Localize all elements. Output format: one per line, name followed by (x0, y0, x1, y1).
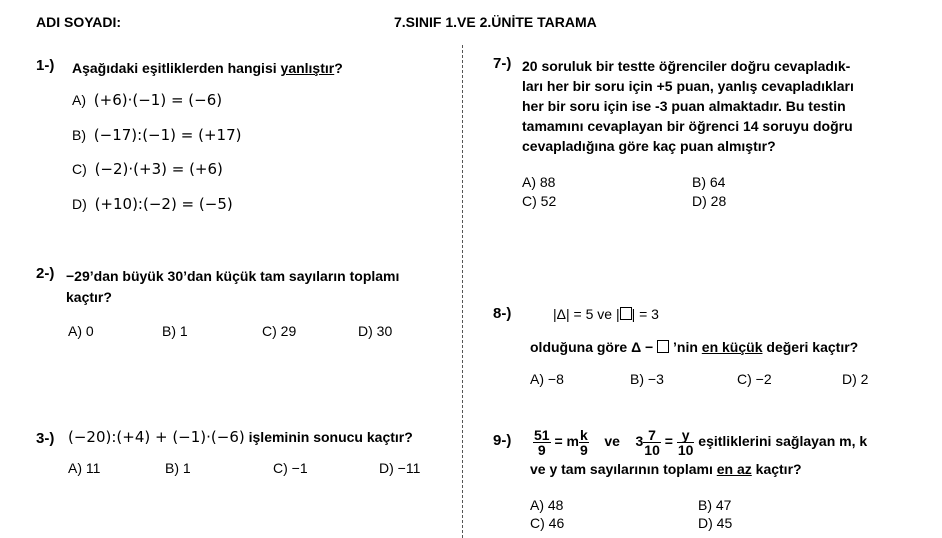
question-text-line-2: kaçtır? (66, 289, 112, 305)
option-a[interactable]: A) 88 (522, 174, 556, 190)
question-text (530, 337, 858, 357)
option-b[interactable]: B) 1 (162, 323, 188, 339)
question-number: 2-) (36, 265, 55, 282)
option-b[interactable]: B) 47 (698, 497, 732, 513)
underlined-word: yanlıştır (280, 60, 335, 76)
option-b[interactable]: B) 64 (692, 174, 726, 190)
given-condition (553, 306, 659, 322)
option-d[interactable]: D) −11 (379, 460, 421, 476)
abs-bar: | (615, 306, 620, 322)
option-b[interactable]: B) 1 (165, 460, 191, 476)
whole-number: 3 (635, 433, 644, 450)
text-part: = m (550, 433, 579, 450)
option-b[interactable]: B) −3 (630, 371, 664, 387)
question-equation (533, 428, 867, 457)
option-expr: (−17):(−1) = (+17) (93, 126, 242, 144)
denominator: 9 (579, 442, 588, 458)
text-part: |Δ| = 5 ve (553, 306, 616, 322)
question-text-line-5: cevapladığına göre kaç puan almıştır? (522, 138, 776, 154)
text-part: ? (334, 60, 343, 76)
question-text (68, 427, 413, 447)
question-number: 1-) (36, 57, 55, 74)
text-part: kaçtır? (751, 461, 802, 477)
text-part: ’nin (669, 339, 702, 355)
name-label: ADI SOYADI: (36, 14, 122, 30)
question-text-line-3: her bir soru için ise -3 puan almaktadır. Bu testin (522, 98, 846, 114)
option-a[interactable]: A) 0 (68, 323, 94, 339)
fraction (643, 428, 661, 457)
question-number: 9-) (493, 432, 512, 449)
option-expr: (−2)·(+3) = (+6) (94, 160, 223, 178)
numerator: y (677, 428, 695, 443)
option-a[interactable]: A) 48 (530, 497, 564, 513)
option-d[interactable]: D) 30 (358, 323, 393, 339)
question-text-line-1: 20 soruluk bir testte öğrenciler doğru cevapladık- (522, 58, 851, 74)
fraction (677, 428, 695, 457)
numerator: 7 (643, 428, 661, 443)
text-part: | = 3 (631, 306, 659, 322)
fraction (579, 428, 589, 457)
option-letter: B) (72, 127, 86, 143)
option-d[interactable] (72, 195, 233, 213)
page-title: 7.SINIF 1.VE 2.ÜNİTE TARAMA (394, 14, 597, 30)
numerator: k (579, 427, 588, 443)
question-text-line-2 (530, 459, 802, 479)
text-part: eşitliklerini sağlayan m, k (694, 433, 868, 450)
question-text-line-4: tamamını cevaplayan bir öğrenci 14 soruyu doğru (522, 118, 853, 134)
fraction (533, 428, 551, 457)
denominator: 10 (677, 442, 694, 458)
option-letter: C) (72, 161, 87, 177)
question-number: 8-) (493, 305, 512, 322)
option-c[interactable] (72, 160, 223, 178)
text-part: işleminin sonucu kaçtır? (244, 429, 413, 445)
option-letter: D) (72, 196, 87, 212)
option-a[interactable] (72, 91, 222, 109)
text-part: ve (604, 433, 620, 450)
question-text-line-1: −29’dan büyük 30’dan küçük tam sayıların toplamı (66, 268, 400, 284)
option-b[interactable] (72, 126, 241, 144)
text-part: değeri kaçtır? (762, 339, 859, 355)
expression: (−20):(+4) + (−1)·(−6) (68, 428, 245, 446)
column-divider (462, 45, 463, 538)
option-expr: (+6)·(−1) = (−6) (93, 91, 223, 109)
option-c[interactable]: C) −2 (737, 371, 772, 387)
denominator: 10 (644, 442, 660, 458)
option-d[interactable]: D) 2 (842, 371, 869, 387)
question-number: 3-) (36, 430, 55, 447)
question-text (72, 58, 343, 78)
option-c[interactable]: C) −1 (273, 460, 308, 476)
option-letter: A) (72, 92, 86, 108)
text-part: = (660, 433, 677, 450)
option-d[interactable]: D) 45 (698, 515, 733, 531)
underlined-word: en küçük (701, 339, 763, 355)
option-a[interactable]: A) −8 (530, 371, 564, 387)
option-a[interactable]: A) 11 (68, 460, 101, 476)
text-part: ve y tam sayılarının toplamı (530, 461, 717, 477)
numerator: 51 (534, 427, 550, 443)
option-c[interactable]: C) 52 (522, 193, 557, 209)
option-expr: (+10):(−2) = (−5) (94, 195, 233, 213)
square-icon (620, 307, 632, 320)
option-c[interactable]: C) 29 (262, 323, 297, 339)
text-part: olduğuna göre Δ − (530, 339, 658, 355)
option-d[interactable]: D) 28 (692, 193, 727, 209)
question-number: 7-) (493, 55, 512, 72)
square-icon (657, 340, 669, 353)
denominator: 9 (537, 442, 546, 458)
question-text-line-2: ları her bir soru için +5 puan, yanlış cevapladıkları (522, 78, 854, 94)
text-part: Aşağıdaki eşitliklerden hangisi (72, 60, 281, 76)
option-c[interactable]: C) 46 (530, 515, 565, 531)
underlined-word: en az (716, 461, 752, 477)
